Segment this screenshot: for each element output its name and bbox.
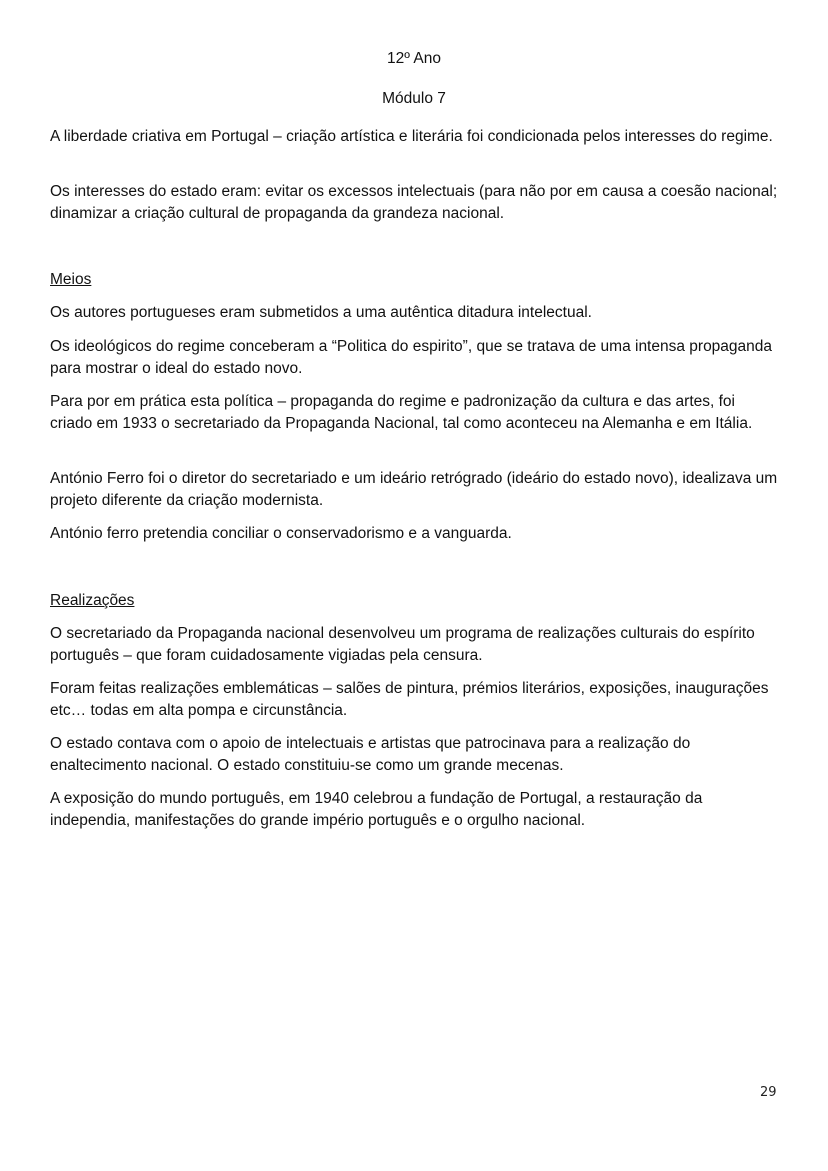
paragraph: António ferro pretendia conciliar o conservadorismo e a vanguarda. — [50, 525, 512, 542]
section-heading-realizacoes: Realizações — [50, 592, 135, 609]
section-heading-meios: Meios — [50, 271, 92, 288]
paragraph: Foram feitas realizações emblemáticas – salões de pintura, prémios literários, exposições, inaugurações etc… todas em alta pompa e circunstância. — [50, 680, 769, 719]
paragraph: A exposição do mundo português, em 1940 celebrou a fundação de Portugal, a restauração da independia, manifestações do grande império português e o orgulho nacional. — [50, 790, 703, 829]
intro-paragraph: A liberdade criativa em Portugal – criação artística e literária foi condicionada pelos interesses do regime. — [50, 128, 773, 145]
paragraph: O estado contava com o apoio de intelectuais e artistas que patrocinava para a realização do enaltecimento nacional. O estado constituiu-se como um grande mecenas. — [50, 735, 691, 774]
paragraph: O secretariado da Propaganda nacional desenvolveu um programa de realizações culturais do espírito português – que foram cuidadosamente vigiadas pela censura. — [50, 625, 755, 664]
paragraph: Para por em prática esta política – propaganda do regime e padronização da cultura e das artes, foi criado em 1933 o secretariado da Propaganda Nacional, tal como aconteceu na Alemanha e em Itália. — [50, 393, 753, 432]
paragraph: António Ferro foi o diretor do secretariado e um ideário retrógrado (ideário do estado novo), idealizava um projeto diferente da criação modernista. — [50, 470, 778, 509]
page-number: 29 — [760, 1085, 777, 1100]
paragraph: Os ideológicos do regime conceberam a “Politica do espirito”, que se tratava de uma intensa propaganda para mostrar o ideal do estado novo. — [50, 338, 773, 377]
grade-title: 12º Ano — [387, 50, 441, 67]
module-title: Módulo 7 — [382, 90, 446, 107]
intro-paragraph: Os interesses do estado eram: evitar os excessos intelectuais (para não por em causa a coesão nacional; dinamizar a criação cultural de propaganda da grandeza nacional. — [50, 183, 778, 222]
paragraph: Os autores portugueses eram submetidos a uma autêntica ditadura intelectual. — [50, 304, 592, 321]
